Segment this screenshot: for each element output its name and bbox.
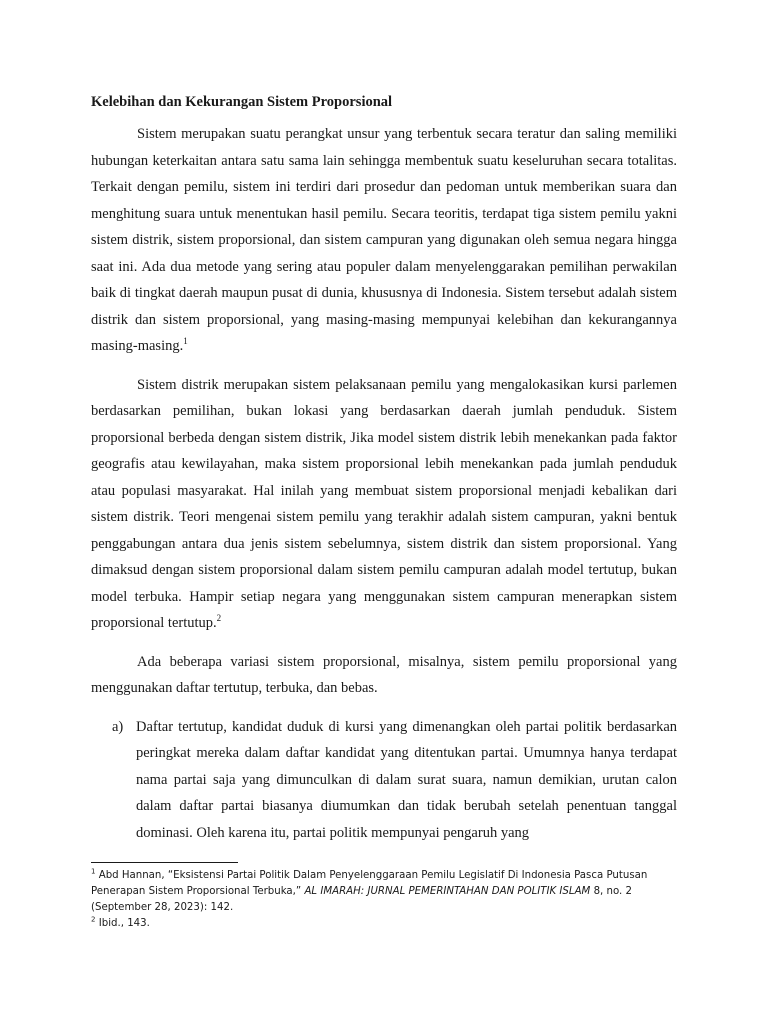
paragraph-3	[91, 649, 677, 702]
paragraph-text: Sistem distrik merupakan sistem pelaksanaan pemilu yang mengalokasikan kursi parlemen berdasarkan pemilihan, bukan lokasi yang berdasarkan daerah jumlah penduduk. Sistem proporsional berbeda dengan sistem distrik, Jika model sistem distrik lebih menekankan pada faktor geografis atau kewilayahan, maka sistem proporsional lebih menekankan pada jumlah penduduk atau populasi masyarakat. Hal inilah yang membuat sistem proporsional menjadi kebalikan dari sistem distrik. Teori mengenai sistem pemilu yang terakhir adalah sistem campuran, yakni bentuk penggabungan antara dua jenis sistem sebelumnya, sistem distrik dan sistem proporsional. Yang dimaksud dengan sistem proporsional dalam sistem pemilu campuran adalah model tertutup, bukan model terbuka. Hampir setiap negara yang menggunakan sistem campuran menerapkan sistem proporsional tertutup.	[91, 376, 677, 631]
document-page	[91, 91, 677, 846]
footnote-journal-title: AL IMARAH: JURNAL PEMERINTAHAN DAN POLITIK ISLAM	[304, 886, 591, 897]
list-item-text: Daftar tertutup, kandidat duduk di kursi yang dimenangkan oleh partai politik berdasarkan peringkat mereka dalam daftar kandidat yang ditentukan partai. Umumnya hanya terdapat nama partai saja yang dimunculkan di dalam surat suara, namun demikian, urutan calon dalam daftar partai biasanya diumumkan dan tidak berubah setelah penentuan tanggal dominasi. Oleh karena itu, partai politik mempunyai pengaruh yang	[136, 718, 677, 841]
paragraph-text: Ada beberapa variasi sistem proporsional, misalnya, sistem pemilu proporsional yang menggunakan daftar tertutup, terbuka, dan bebas.	[91, 653, 677, 696]
proportional-variants-list	[91, 714, 677, 847]
paragraph-2	[91, 372, 677, 637]
paragraph-text: Sistem merupakan suatu perangkat unsur yang terbentuk secara teratur dan saling memiliki hubungan keterkaitan antara satu sama lain sehingga membentuk suatu keseluruhan secara totalitas. Terkait dengan pemilu, sistem ini terdiri dari prosedur dan pedoman untuk memberikan suara dan menghitung suara untuk menentukan hasil pemilu. Secara teoritis, terdapat tiga sistem pemilu yakni sistem distrik, sistem proporsional, dan sistem campuran yang digunakan oleh semua negara hingga saat ini. Ada dua metode yang sering atau populer dalam menyelenggarakan pemilihan perwakilan baik di tingkat daerah maupun pusat di dunia, khususnya di Indonesia. Sistem tersebut adalah sistem distrik dan sistem proporsional, yang masing-masing mempunyai kelebihan dan kekurangannya masing-masing.	[91, 126, 677, 354]
footnote-text: Ibid., 143.	[98, 918, 150, 929]
list-item	[91, 714, 677, 847]
footnotes	[91, 862, 677, 932]
section-title: Kelebihan dan Kekurangan Sistem Proporsional	[91, 94, 393, 110]
footnote-1	[91, 868, 677, 916]
footnote-citation: 8, no. 2 (September 28, 2023): 142.	[91, 886, 633, 913]
footnote-ref-2[interactable]: 2	[216, 613, 222, 624]
footnote-number: 2	[91, 915, 96, 924]
footnote-ref-1[interactable]: 1	[183, 336, 188, 347]
paragraph-1	[91, 121, 677, 360]
footnote-separator	[91, 862, 238, 863]
footnote-number: 1	[91, 867, 96, 876]
list-marker: a)	[112, 718, 124, 735]
footnote-text: Abd Hannan, “Eksistensi Partai Politik Dalam Penyelenggaraan Pemilu Legislatif Di Indonesia Pasca Putusan Penerapan Sistem Proporsional Terbuka,”	[91, 870, 648, 897]
footnote-2	[91, 916, 677, 932]
